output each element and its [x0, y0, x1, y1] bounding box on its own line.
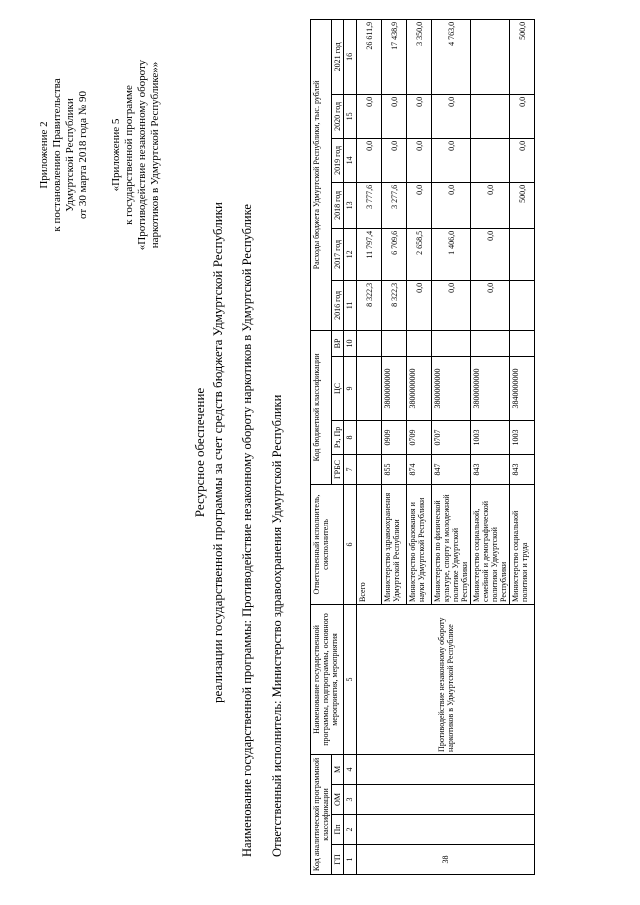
header-2020: 2020 год — [332, 94, 344, 138]
appendix-program-line1: «Приложение 5 — [110, 118, 122, 192]
col-number: 5 — [344, 604, 357, 754]
header-vr: ВР — [332, 330, 344, 356]
value-2020 — [471, 94, 510, 138]
header-rz-pr: Рз, Пр — [332, 420, 344, 454]
header-2019: 2019 год — [332, 138, 344, 182]
rz-pr-cell: 0709 — [407, 420, 432, 454]
appendix-program-line2: к государственной программе — [123, 85, 135, 225]
header-gp: ГП — [332, 845, 344, 875]
value-2019 — [471, 138, 510, 182]
col-number: 2 — [344, 815, 357, 845]
gp-code: 38 — [357, 845, 535, 875]
header-m: М — [332, 754, 344, 784]
value-2021: 26 611,9 — [357, 19, 382, 94]
grbs-cell: 843 — [510, 454, 535, 484]
value-2019: 0,0 — [357, 138, 382, 182]
value-2021: 17 438,9 — [382, 19, 407, 94]
value-2019: 0,0 — [510, 138, 535, 182]
value-2019: 0,0 — [407, 138, 432, 182]
executor-cell: Министерство образования и науки Удмуртской Республики — [407, 484, 432, 604]
header-2016: 2016 год — [332, 280, 344, 330]
executor-cell: Министерство социальной политики и труда — [510, 484, 535, 604]
header-2021: 2021 год — [332, 19, 344, 94]
col-number: 1 — [344, 845, 357, 875]
value-2016: 0,0 — [432, 280, 471, 330]
value-2020: 0,0 — [382, 94, 407, 138]
cs-cell: 3800000000 — [432, 356, 471, 420]
col-number: 6 — [344, 484, 357, 604]
col-number: 7 — [344, 454, 357, 484]
value-2019: 0,0 — [432, 138, 471, 182]
value-2020: 0,0 — [432, 94, 471, 138]
value-2016: 8 322,3 — [357, 280, 382, 330]
value-2021: 4 763,0 — [432, 19, 471, 94]
header-2018: 2018 год — [332, 182, 344, 228]
value-2020: 0,0 — [357, 94, 382, 138]
value-2018: 500,0 — [510, 182, 535, 228]
value-2018: 3 277,6 — [382, 182, 407, 228]
value-2017: 6 709,6 — [382, 228, 407, 280]
executor-cell: Министерство по физической культуре, спорту и молодежной политике Удмуртской Республики — [432, 484, 471, 604]
value-2016: 0,0 — [407, 280, 432, 330]
document-subtitle: реализации государственной программы за счет средств бюджета Удмуртской Республики — [210, 202, 225, 703]
value-2018: 0,0 — [432, 182, 471, 228]
header-name: Наименование государственной программы, подпрограммы, основного мероприятия, мероприятия — [311, 604, 344, 754]
value-2021 — [471, 19, 510, 94]
resource-table — [310, 19, 535, 875]
value-2017: 1 406,0 — [432, 228, 471, 280]
col-number: 10 — [344, 330, 357, 356]
header-grbs: ГРБС — [332, 454, 344, 484]
header-pp: Пп — [332, 815, 344, 845]
header-2017: 2017 год — [332, 228, 344, 280]
cs-cell: 3840000000 — [510, 356, 535, 420]
header-code-group: Код аналитической программной классификации — [311, 754, 332, 874]
cs-cell: 3800000000 — [407, 356, 432, 420]
executor-cell: Министерство здравоохранения Удмуртской Республики — [382, 484, 407, 604]
value-2018: 3 777,6 — [357, 182, 382, 228]
value-2016: 8 322,3 — [382, 280, 407, 330]
value-2018: 0,0 — [471, 182, 510, 228]
grbs-cell: 855 — [382, 454, 407, 484]
value-2021: 3 350,0 — [407, 19, 432, 94]
appendix-program-line3: «Противодействие незаконному обороту — [136, 59, 148, 251]
rz-pr-cell: 1003 — [510, 420, 535, 454]
value-2020: 0,0 — [407, 94, 432, 138]
col-number: 4 — [344, 754, 357, 784]
appendix-main-line3: Удмуртской Республики — [64, 98, 76, 212]
value-2018: 0,0 — [407, 182, 432, 228]
rz-pr-cell: 1003 — [471, 420, 510, 454]
col-number: 16 — [344, 19, 357, 94]
appendix-program-line4: наркотиков в Удмуртской Республике»» — [149, 61, 161, 249]
value-2017 — [510, 228, 535, 280]
grbs-cell: 843 — [471, 454, 510, 484]
program-name: Наименование государственной программы: Противодействие незаконному обороту наркотиков в Удмуртской Республике — [240, 204, 254, 857]
col-number: 13 — [344, 182, 357, 228]
cs-cell: 3800000000 — [382, 356, 407, 420]
value-2016: 0,0 — [471, 280, 510, 330]
header-expenses: Расходы бюджета Удмуртской Республики, тыс. рублей — [311, 19, 332, 330]
value-2019: 0,0 — [382, 138, 407, 182]
value-2016 — [510, 280, 535, 330]
executor-cell: Министерство социальной, семейной и демографической политики Удмуртской Республики — [471, 484, 510, 604]
appendix-main-line4: от 30 марта 2018 года № 90 — [77, 91, 89, 220]
col-number: 3 — [344, 785, 357, 815]
executor-cell: Всего — [357, 484, 382, 604]
col-number: 12 — [344, 228, 357, 280]
responsible-executor: Ответственный исполнитель: Министерство здравоохранения Удмуртской Республики — [270, 394, 284, 857]
table-row — [357, 19, 382, 874]
col-number: 9 — [344, 356, 357, 420]
value-2017: 11 797,4 — [357, 228, 382, 280]
value-2020: 0,0 — [510, 94, 535, 138]
rz-pr-cell: 0909 — [382, 420, 407, 454]
col-number: 8 — [344, 420, 357, 454]
header-om: ОМ — [332, 785, 344, 815]
col-number: 15 — [344, 94, 357, 138]
appendix-main-block — [38, 25, 90, 285]
document-title: Ресурсное обеспечение — [192, 387, 207, 518]
cs-cell: 3800000000 — [471, 356, 510, 420]
grbs-cell: 847 — [432, 454, 471, 484]
rz-pr-cell: 0707 — [432, 420, 471, 454]
col-number: 14 — [344, 138, 357, 182]
value-2017: 0,0 — [471, 228, 510, 280]
header-executor: Ответственный исполнитель, соисполнитель — [311, 484, 344, 604]
header-cs: ЦС — [332, 356, 344, 420]
col-number: 11 — [344, 280, 357, 330]
value-2021: 500,0 — [510, 19, 535, 94]
appendix-program-block — [110, 25, 162, 285]
value-2017: 2 658,5 — [407, 228, 432, 280]
header-budget-code: Код бюджетной классификации — [311, 330, 332, 484]
appendix-main-line2: к постановлению Правительства — [51, 78, 63, 232]
appendix-main-line1: Приложение 2 — [38, 121, 50, 189]
program-title-cell: Противодействие незаконному обороту наркотиков в Удмуртской Республике — [357, 604, 535, 754]
grbs-cell: 874 — [407, 454, 432, 484]
